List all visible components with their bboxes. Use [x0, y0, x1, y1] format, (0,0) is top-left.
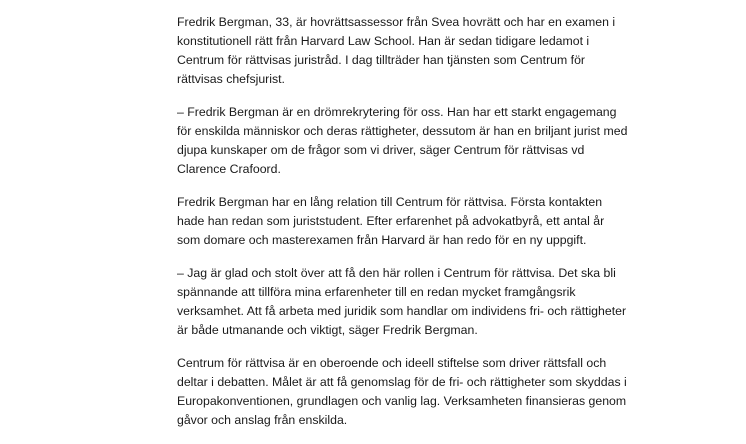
text-line: konstitutionell rätt från Harvard Law School. Han är sedan tidigare ledamot i	[177, 34, 590, 48]
text-line: rättvisas chefsjurist.	[177, 72, 285, 86]
text-line: Centrum för rättvisas juristråd. I dag tillträder han tjänsten som Centrum för	[177, 53, 586, 67]
text-line: är både utmanande och viktigt, säger Fredrik Bergman.	[177, 323, 478, 337]
text-line: deltar i debatten. Målet är att få genomslag för de fri- och rättigheter som skyddas i	[177, 375, 627, 389]
paragraph-quote-ceo	[177, 103, 657, 179]
text-line: Centrum för rättvisa är en oberoende och ideell stiftelse som driver rättsfall och	[177, 356, 607, 370]
text-line: – Fredrik Bergman är en drömrekrytering för oss. Han har ett starkt engagemang	[177, 105, 617, 119]
text-line: som domare och masterexamen från Harvard är han redo för en ny uppgift.	[177, 233, 587, 247]
document-body	[177, 13, 657, 444]
text-line: Fredrik Bergman, 33, är hovrättsassessor från Svea hovrätt och har en examen i	[177, 15, 616, 29]
paragraph-appointment	[177, 13, 657, 89]
text-line: för enskilda människor och deras rättigheter, dessutom är han en briljant jurist med	[177, 124, 628, 138]
text-line: Fredrik Bergman har en lång relation till Centrum för rättvisa. Första kontakten	[177, 195, 603, 209]
text-line: Clarence Crafoord.	[177, 162, 281, 176]
text-line: spännande att tillföra mina erfarenheter till en redan mycket framgångsrik	[177, 285, 576, 299]
text-line: djupa kunskaper om de frågor som vi driver, säger Centrum för rättvisas vd	[177, 143, 585, 157]
text-line: Europakonventionen, grundlagen och vanlig lag. Verksamheten finansieras genom	[177, 394, 627, 408]
text-line: – Jag är glad och stolt över att få den här rollen i Centrum för rättvisa. Det ska bli	[177, 266, 616, 280]
paragraph-quote-bergman	[177, 264, 657, 340]
text-line: hade han redan som juriststudent. Efter erfarenhet på advokatbyrå, ett antal år	[177, 214, 605, 228]
paragraph-organization	[177, 354, 657, 430]
text-line: gåvor och anslag från enskilda.	[177, 413, 348, 427]
text-line: verksamhet. Att få arbeta med juridik som handlar om individens fri- och rättigheter	[177, 304, 627, 318]
paragraph-background	[177, 193, 657, 250]
